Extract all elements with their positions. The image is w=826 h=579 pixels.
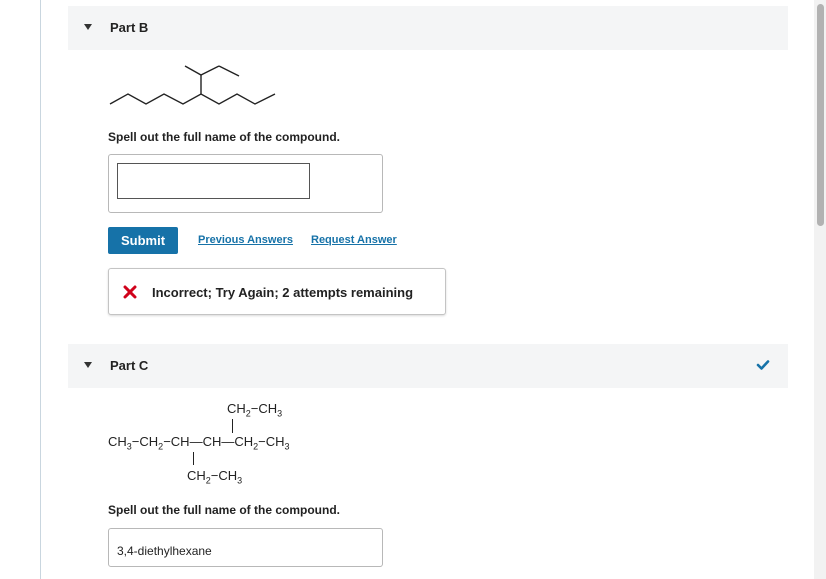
part-b-answer-input[interactable] bbox=[117, 163, 310, 199]
formula-main-chain: $CH_3-CH_2-CH—CH—CH_2-CH_3$ bbox=[108, 434, 290, 452]
bond-line-bottom bbox=[193, 452, 194, 465]
part-c-answer-field[interactable] bbox=[108, 528, 383, 567]
scrollbar[interactable] bbox=[814, 0, 826, 579]
previous-answers-link[interactable]: Previous Answers bbox=[198, 234, 293, 246]
part-c-prompt: Spell out the full name of the compound. bbox=[108, 503, 340, 517]
part-b-answer-container bbox=[108, 154, 383, 213]
part-b-title: Part B bbox=[110, 20, 149, 35]
bond-line-top bbox=[232, 419, 233, 433]
part-c-title: Part C bbox=[110, 358, 149, 373]
part-b-prompt: Spell out the full name of the compound. bbox=[108, 130, 340, 144]
collapse-triangle-icon[interactable] bbox=[84, 362, 92, 368]
formula-bottom-branch: $CH_2-CH_3$ bbox=[187, 468, 243, 486]
part-b-header[interactable] bbox=[68, 6, 788, 50]
feedback-box bbox=[108, 268, 446, 315]
content-border bbox=[40, 0, 41, 579]
submit-button[interactable]: Submit bbox=[108, 227, 178, 254]
part-c-header[interactable] bbox=[68, 344, 788, 388]
checkmark-icon bbox=[756, 359, 770, 371]
collapse-triangle-icon[interactable] bbox=[84, 24, 92, 30]
scroll-thumb[interactable] bbox=[817, 4, 824, 226]
skeletal-structure-diagram bbox=[105, 60, 285, 110]
formula-top-branch: $CH_2-CH_3$ bbox=[227, 401, 283, 419]
request-answer-link[interactable]: Request Answer bbox=[311, 234, 397, 246]
error-x-icon bbox=[123, 285, 137, 299]
feedback-message: Incorrect; Try Again; 2 attempts remaining bbox=[152, 285, 414, 300]
part-c-answer-value: 3,4-diethylhexane bbox=[117, 544, 212, 558]
